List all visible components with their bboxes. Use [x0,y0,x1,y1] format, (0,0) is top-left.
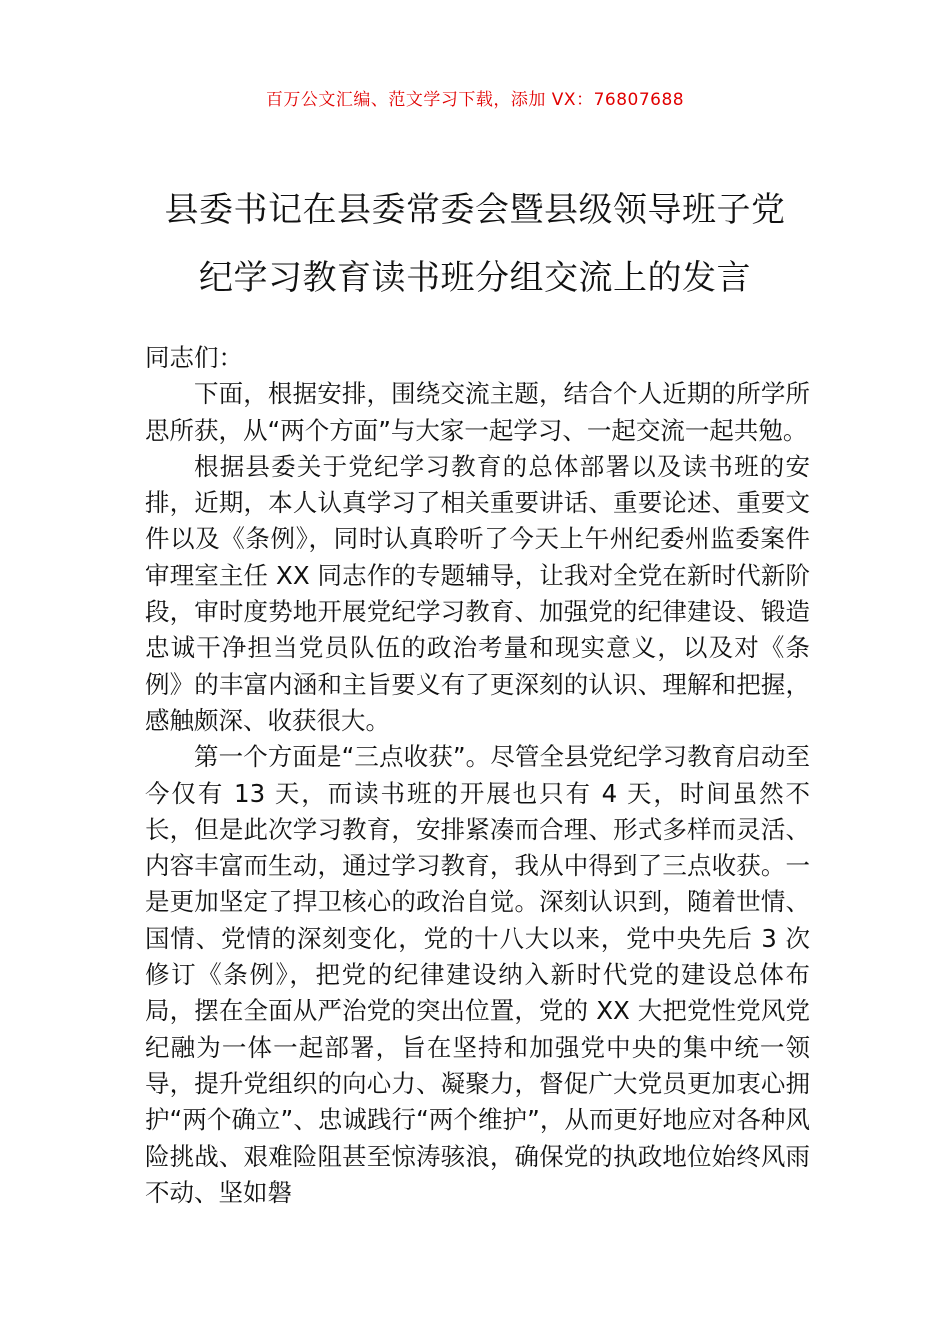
paragraph-3: 第一个方面是“三点收获”。尽管全县党纪学习教育启动至今仅有 13 天，而读书班的开展也只有 4 天，时间虽然不长，但是此次学习教育，安排紧凑而合理、形式多样而灵活、内容丰富而生动，通过学习教育，我从中得到了三点收获。一是更加坚定了捍卫核心的政治自觉。深刻认识到，随着世情、国情、党情的深刻变化，党的十八大以来，党中央先后 3 次修订《条例》，把党的纪律建设纳入新时代党的建设总体布局，摆在全面从严治党的突出位置，党的 XX 大把党性党风党纪融为一体一起部署，旨在坚持和加强党中央的集中统一领导，提升党组织的向心力、凝聚力，督促广大党员更加衷心拥护“两个确立”、忠诚践行“两个维护”，从而更好地应对各种风险挑战、艰难险阻甚至惊涛骇浪，确保党的执政地位始终风雨不动、坚如磐 [145,742,810,1207]
document-body [145,340,810,1211]
header-watermark-note: 百万公文汇编、范文学习下载，添加 VX：76807688 [265,90,685,110]
paragraph-1: 下面，根据安排，围绕交流主题，结合个人近期的所学所思所获，从“两个方面”与大家一起学习、一起交流一起共勉。 [145,379,810,445]
document-title [120,176,830,312]
title-line-1: 县委书记在县委常委会暨县级领导班子党 [164,190,786,230]
title-line-2: 纪学习教育读书班分组交流上的发言 [199,258,751,298]
salutation: 同志们： [145,343,243,372]
paragraph-2: 根据县委关于党纪学习教育的总体部署以及读书班的安排，近期，本人认真学习了相关重要讲话、重要论述、重要文件以及《条例》，同时认真聆听了今天上午州纪委州监委案件审理室主任 XX 同志作的专题辅导，让我对全党在新时代新阶段，审时度势地开展党纪学习教育、加强党的纪律建设、锻造忠诚干净担当党员队伍的政治考量和现实意义，以及对《条例》的丰富内涵和主旨要义有了更深刻的认识、理解和把握，感触颇深、收获很大。 [145,451,810,735]
